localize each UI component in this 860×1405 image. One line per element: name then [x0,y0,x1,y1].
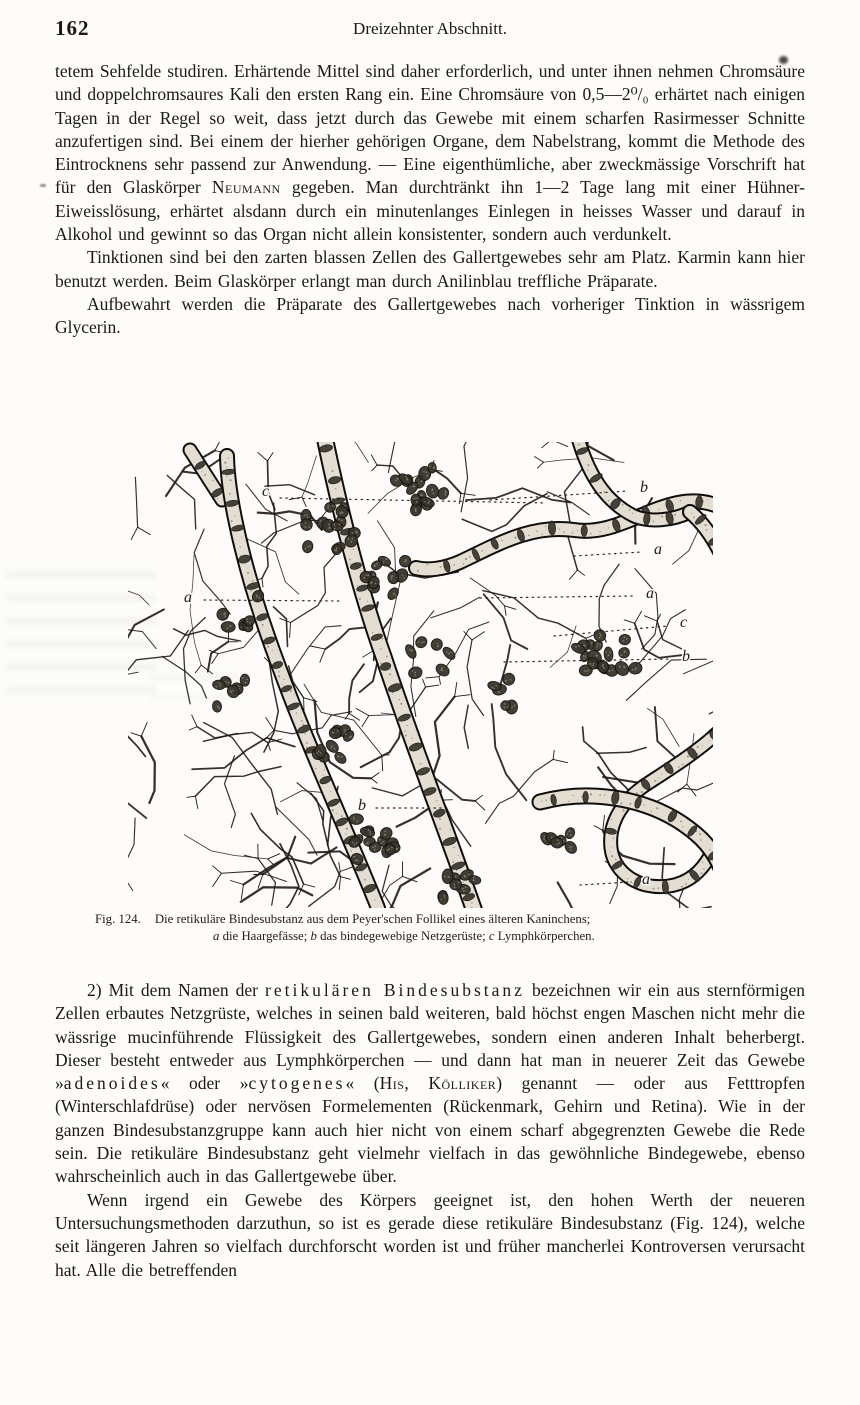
text-run: c [488,928,495,943]
figure-illustration [128,442,713,908]
figure-caption [95,911,795,944]
text-run: « oder » [160,1073,249,1094]
text-run: adenoides [63,1073,161,1094]
text-run: a [213,928,220,943]
text-run: tetem Sehfelde studiren. Erhärtende Mittel sind daher erforderlich, und unter ihnen nehmen Chromsäure und doppelchromsaures Kali den ersten Rang ein. Eine Chromsäure von 0,5—2⁰/₀ erhärtet nach einigen Tagen in der Regel so weit, dass jetzt durch das Gewebe mit einem scharfen Rasirmesser Schnitte anzufertigen sind. Bei einem der hierher gehörigen Organe, dem Nabelstrang, kommt die Methode des Eintrocknens sehr passend zur Anwendung. — Eine eigenthümliche, aber zweckmässige Vorschrift hat für den Glaskörper [55,61,805,198]
text-run: gegeben. Man durchtränkt ihn 1—2 Tage lang mit einer Hühner-Eiweisslösung, erhärtet alsdann durch ein minutenlanges Einlegen in heisses Wasser und darauf in Alkohol und gewinnt so das Organ nicht allein konsistenter, sondern auch verdunkelt. [55,177,805,245]
scan-artifact-speck [40,184,46,187]
figure-key-letter: c [262,483,270,500]
figure-key-letter: b [640,479,648,496]
text-run: Neumann [211,177,281,198]
text-run: ) genannt — oder aus Fetttropfen (Winterschlafdrüse) oder nervösen Formelementen (Rückenmark, Gehirn und Retina). Wie in der ganzen Bindesubstanzgruppe kann auch hier nicht von einem scharf abgegrenzten Gewebe die Rede sein. Die retikuläre Bindesubstanz geht vielmehr vielfach in das gewöhnliche Bindegewebe, ebenso wahrscheinlich auch in das Gallertgewebe über. [55,1073,805,1187]
figure-caption-text: Die retikuläre Bindesubstanz aus dem Peyer'schen Follikel eines älteren Kaninchens; [154,912,591,926]
page-header [55,16,805,46]
figure-key-letter: b [682,648,690,665]
text-run: Kölliker [428,1073,497,1094]
paragraph [55,293,805,340]
figure-leader-line [204,600,343,601]
figure-caption-line1 [95,911,795,928]
figure-key-letter: a [654,541,662,558]
text-run: die Haargefässe; [219,928,311,943]
paragraph [55,979,805,1189]
figure-key-letter: a [646,585,654,602]
text-run: b [310,928,317,943]
text-run: retikulären Bindesubstanz [265,980,525,1000]
text-run: « ( [345,1073,380,1094]
figure-key-letter: a [642,871,650,888]
chapter-title: Dreizehnter Abschnitt. [353,19,507,38]
paragraph [55,60,805,246]
figure-key-letter: a [184,589,192,606]
figure-leader-line [480,596,634,598]
page-number: 162 [55,16,90,40]
text-run: das bindegewebige Netzgerüste; [316,928,489,943]
figure-124 [128,442,713,908]
text-run: His [379,1073,405,1094]
paragraph [55,246,805,293]
figure-caption-line2 [213,928,795,945]
figure-key-letter: b [358,797,366,814]
text-run: cytogenes [248,1073,346,1094]
figure-leader-line [574,552,642,556]
text-run: , [404,1073,429,1094]
body-text-upper [55,60,805,340]
text-run: Wenn irgend ein Gewebe des Körpers geeignet ist, den hohen Werth der neueren Untersuchungsmethoden darzuthun, so ist es gerade diese retikuläre Bindesubstanz (Fig. 124), welche seit längeren Jahren so vielfach durchforscht worden ist und früher mancherlei Kontroversen verursacht hat. Alle die betreffenden [55,1189,805,1280]
figure-number: Fig. 124. [95,912,141,926]
text-run: Tinktionen sind bei den zarten blassen Zellen des Gallertgewebes sehr am Platz. Karmin kann hier benutzt werden. Beim Glaskörper erlangt man durch Anilinblau treffliche Präparate. [55,247,805,291]
figure-key-letter: c [680,614,688,631]
text-run: 2) Mit dem Namen der [87,980,266,1000]
text-run: bezeichnen wir ein aus sternförmigen Zellen erbautes Netzgrüste, welches in seinen bald weiteren, bald höchst engen Maschen nicht mehr die wässrige mucinführende Flüssigkeit des Gallertgewebes, sondern einen anderen Inhalt beherbergt. Dieser besteht entweder aus Lymphkörperchen — und dann hat man in neuerer Zeit das Gewebe » [55,980,805,1094]
text-run: Lymphkörperchen. [494,928,595,943]
paragraph [55,1189,805,1282]
text-run: Aufbewahrt werden die Präparate des Gallertgewebes nach vorheriger Tinktion in wässrigem Glycerin. [55,293,805,338]
body-text-lower [55,979,805,1282]
